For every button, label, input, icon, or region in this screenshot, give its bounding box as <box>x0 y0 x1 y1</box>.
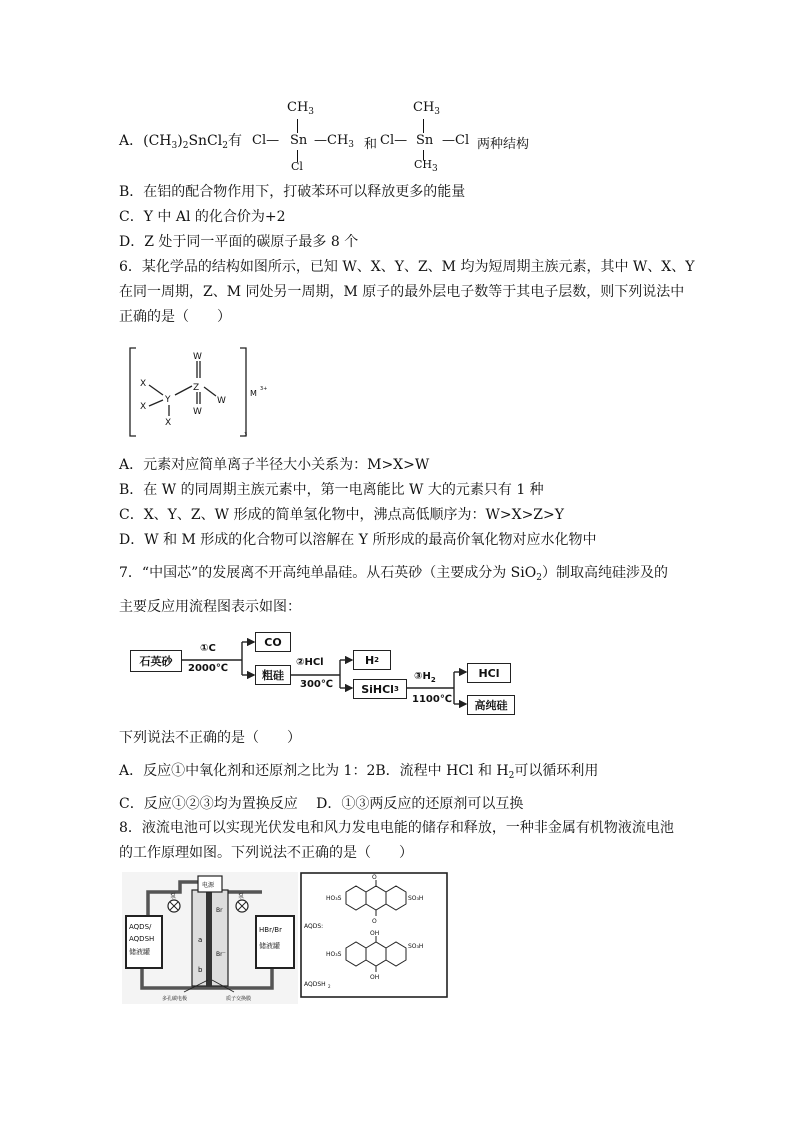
fig-x-lower: X <box>140 402 147 412</box>
struct2-left: Cl— <box>380 133 408 148</box>
pump-right-label: 泵 <box>238 893 245 900</box>
aqdsh2-label: AQDSH <box>304 981 326 988</box>
q5-option-a: A．$(CH_3)_2SnCl_2$有 <box>119 133 242 151</box>
tank-left-line3: 储液罐 <box>129 948 150 956</box>
q5-option-d: D．Z 处于同一平面的碳原子最多 8 个 <box>119 234 359 250</box>
q6-stem-line3: 正确的是（ ） <box>119 309 231 325</box>
fig-subscript: 3 <box>244 432 248 438</box>
q6-stem-line2: 在同一周期，Z、M 同处另一周期，M 原子的最外层电子数等于其电子层数，则下列说法中 <box>119 284 685 300</box>
struct2-bond-top <box>423 119 424 133</box>
struct2-bottom: $CH_3$ <box>414 158 438 174</box>
flow-t2: 300℃ <box>300 679 333 690</box>
flow-box-quartz: 石英砂 <box>130 650 182 672</box>
aqds-so3h: SO₃H <box>408 895 424 902</box>
flow-box-crude-si: 粗硅 <box>255 665 291 685</box>
q6-structure-figure <box>126 344 276 440</box>
fig-w-top: W <box>193 352 202 362</box>
q7-stem-line2: 主要反应用流程图表示如图： <box>119 599 301 615</box>
and-word: 和 <box>364 137 378 152</box>
struct2-top: $CH_3$ <box>413 100 441 117</box>
struct1-bottom: Cl <box>291 160 303 173</box>
fig-x-upper: X <box>140 379 147 389</box>
tank-left-line2: AQDSH <box>129 935 155 943</box>
electrode-a: a <box>198 936 203 944</box>
br-minus-label: Br⁻ <box>216 951 226 958</box>
aqdsh2-oh-top: OH <box>370 930 380 937</box>
fig-y: Y <box>165 395 171 405</box>
struct1-bond-top <box>297 119 298 133</box>
aqds-o-bottom: O <box>372 918 377 925</box>
fig-w-bottom: W <box>193 407 202 417</box>
fig-z: Z <box>193 383 200 393</box>
tank-left-line1: AQDS/ <box>129 923 152 931</box>
electrode-caption: 多孔碳电极 <box>162 996 188 1002</box>
source-label: 电源 <box>202 882 215 889</box>
flow-box-pure-si: 高纯硅 <box>467 695 515 715</box>
q7-stem-line1: 7．“中国芯”的发展离不开高纯单晶硅。从石英砂（主要成分为 SiO$_2$）制取高纯硅涉及的 <box>119 565 668 583</box>
tank-right-line1: HBr/Br <box>259 926 282 934</box>
tank-right-line2: 储液罐 <box>259 942 280 950</box>
q8-stem-line2: 的工作原理如图。下列说法不正确的是（ ） <box>119 845 413 861</box>
q8-battery-figure <box>122 872 298 1004</box>
q6-stem-line1: 6．某化学品的结构如图所示，已知 W、X、Y、Z、M 均为短周期主族元素，其中 W、X、Y <box>119 259 695 275</box>
q7-ask: 下列说法不正确的是（ ） <box>119 730 301 746</box>
fig-x-bottom: X <box>165 418 172 428</box>
q8-molecule-figure <box>300 872 448 998</box>
flow-t1: 2000℃ <box>188 663 228 674</box>
flow-r3: $③H_2$ <box>414 671 436 684</box>
q7-flow-chart <box>124 628 524 720</box>
aqdsh2-oh-bottom: OH <box>370 974 380 981</box>
q6-option-d: D．W 和 M 形成的化合物可以溶解在 Y 所形成的最高价氧化物对应水化物中 <box>119 532 597 548</box>
flow-arrows <box>124 628 524 720</box>
flow-r2: ②HCl <box>296 657 324 668</box>
flow-box-hcl: HCl <box>467 663 511 683</box>
br2-label: Br <box>216 907 223 914</box>
q5-option-b: B．在铝的配合物作用下，打破苯环可以释放更多的能量 <box>119 184 466 200</box>
fig-m: M <box>250 389 257 398</box>
q8-stem-line1: 8．液流电池可以实现光伏发电和风力发电电能的储存和释放，一种非金属有机物液流电池 <box>119 820 674 836</box>
flow-t3: 1100℃ <box>412 694 452 705</box>
q7-options-cd: C．反应①②③均为置换反应 D．①③两反应的还原剂可以互换 <box>119 796 524 812</box>
struct1-right: $—CH_3$ <box>314 133 355 150</box>
flow-r1: ①C <box>200 643 216 654</box>
membrane-caption: 质子交换膜 <box>226 996 252 1002</box>
aqdsh2-label-sub: 2 <box>328 984 331 989</box>
aqds-o-top: O <box>372 874 377 881</box>
fig-charge: 3+ <box>260 386 268 392</box>
q7-options-ab: A．反应①中氧化剂和还原剂之比为 1：2B．流程中 HCl 和 $H_2$可以循环利用 <box>119 763 599 781</box>
flow-box-h2: H 2 <box>353 650 391 670</box>
struct1-top: $CH_3$ <box>287 100 315 117</box>
aqds-ho3s: HO₃S <box>326 895 342 902</box>
flow-box-co: CO <box>255 632 291 652</box>
pump-left-label: 泵 <box>170 893 177 900</box>
aqds-label: AQDS: <box>304 923 324 930</box>
aqdsh2-so3h: SO₃H <box>408 943 424 950</box>
q6-option-a: A．元素对应简单离子半径大小关系为：M>X>W <box>119 457 430 473</box>
flow-box-sihcl3: SiHCl 3 <box>353 679 407 699</box>
q5-a-tail: 两种结构 <box>477 137 530 152</box>
q6-option-b: B．在 W 的同周期主族元素中，第一电离能比 W 大的元素只有 1 种 <box>119 482 544 498</box>
fig-w-right: W <box>217 396 226 406</box>
struct1-sn: Sn <box>290 133 308 148</box>
electrode-b: b <box>198 966 203 974</box>
q6-option-c: C．X、Y、Z、W 形成的简单氢化物中，沸点高低顺序为：W>X>Z>Y <box>119 507 565 523</box>
q5-option-c: C．Y 中 Al 的化合价为+2 <box>119 209 286 225</box>
struct2-sn: Sn <box>416 133 434 148</box>
struct2-right: —Cl <box>442 133 470 148</box>
struct1-left: Cl— <box>252 133 280 148</box>
aqdsh2-ho3s: HO₃S <box>326 951 342 958</box>
